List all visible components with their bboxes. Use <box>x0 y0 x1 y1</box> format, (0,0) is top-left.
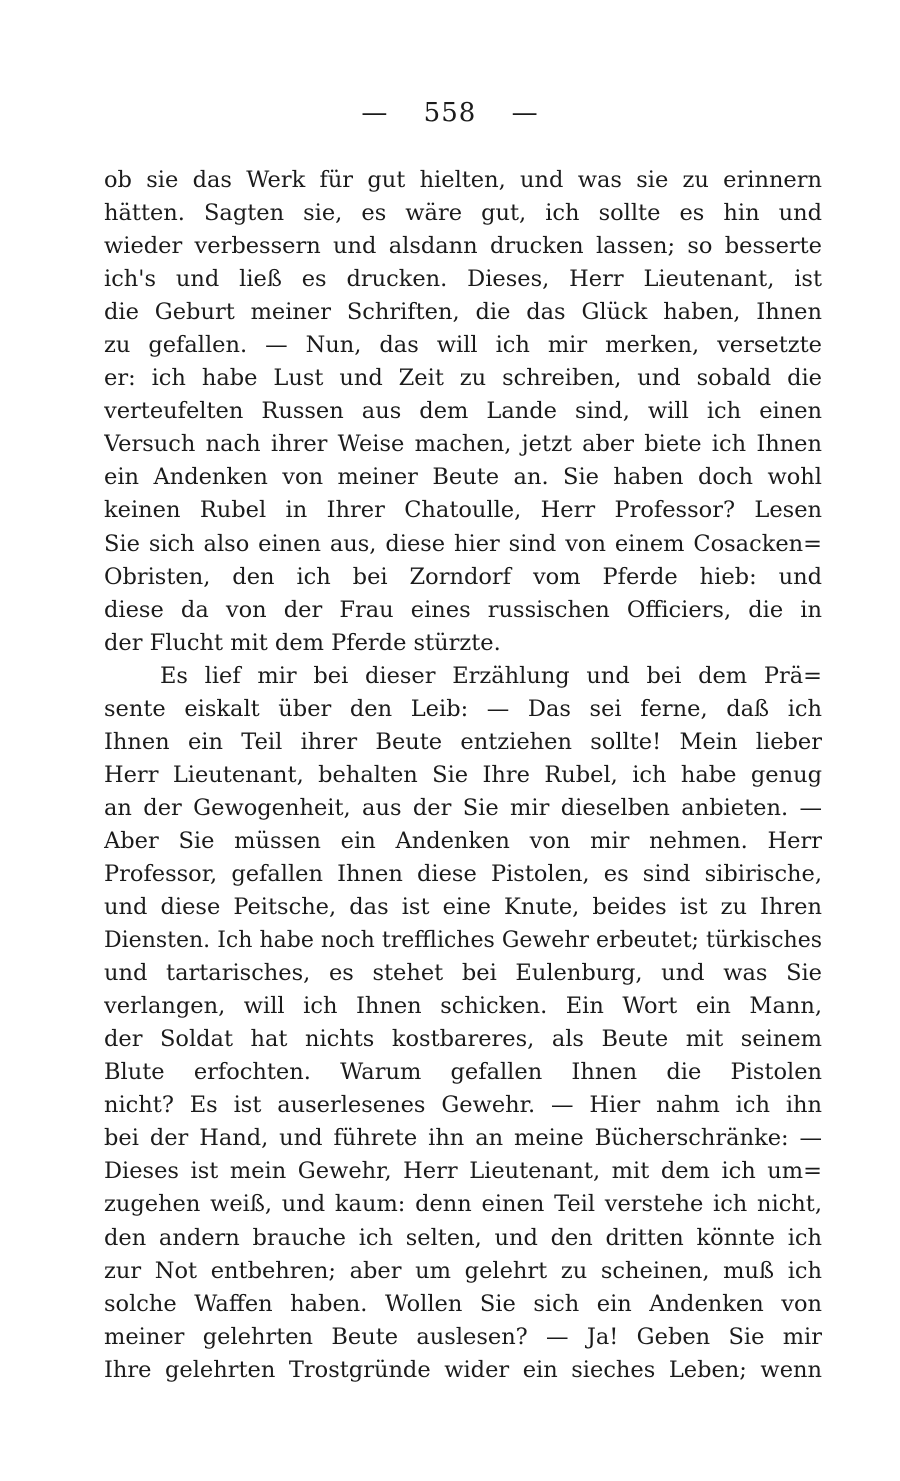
text-line: der Flucht mit dem Pferde stürzte. <box>104 629 501 656</box>
text-line: solche Waffen haben. Wollen Sie sich ein Andenken von <box>104 1290 822 1317</box>
text-line: und diese Peitsche, das ist eine Knute, beides ist zu Ihren <box>104 894 822 921</box>
text-line: Blute erfochten. Warum gefallen Ihnen die Pistolen <box>104 1059 822 1086</box>
text-line: keinen Rubel in Ihrer Chatoulle, Herr Professor? Lesen <box>104 497 822 524</box>
text-line: meiner gelehrten Beute auslesen? — Ja! Geben Sie mir <box>104 1323 822 1350</box>
text-line: hätten. Sagten sie, es wäre gut, ich sollte es hin und <box>104 200 822 227</box>
text-line: wieder verbessern und alsdann drucken lassen; so besserte <box>104 233 822 260</box>
text-line: sente eiskalt über den Leib: — Das sei ferne, daß ich <box>104 695 822 722</box>
text-line: zur Not entbehren; aber um gelehrt zu scheinen, muß ich <box>104 1257 822 1284</box>
text-line: Versuch nach ihrer Weise machen, jetzt aber biete ich Ihnen <box>104 431 822 458</box>
text-line: nicht? Es ist auserlesenes Gewehr. — Hier nahm ich ihn <box>104 1092 822 1119</box>
text-line: Ihre gelehrten Trostgründe wider ein sieches Leben; wenn <box>104 1356 822 1383</box>
body-text <box>104 164 822 1387</box>
text-line: der Soldat hat nichts kostbareres, als Beute mit seinem <box>104 1026 822 1053</box>
text-line: ob sie das Werk für gut hielten, und was sie zu erinnern <box>104 167 822 193</box>
text-line: den andern brauche ich selten, und den dritten könnte ich <box>104 1224 822 1251</box>
text-line: zugehen weiß, und kaum: denn einen Teil verstehe ich nicht, <box>104 1191 822 1218</box>
text-line: ein Andenken von meiner Beute an. Sie haben doch wohl <box>104 464 822 491</box>
text-line: Es lief mir bei dieser Erzählung und bei dem Prä= <box>160 662 822 689</box>
text-line: verteufelten Russen aus dem Lande sind, will ich einen <box>104 398 822 425</box>
text-line: er: ich habe Lust und Zeit zu schreiben, und sobald die <box>104 365 822 392</box>
text-line: Obristen, den ich bei Zorndorf vom Pferde hieb: und <box>104 563 822 590</box>
text-line: ich's und ließ es drucken. Dieses, Herr Lieutenant, ist <box>104 266 822 293</box>
text-line: verlangen, will ich Ihnen schicken. Ein Wort ein Mann, <box>104 993 822 1020</box>
text-line: diese da von der Frau eines russischen Officiers, die in <box>104 596 822 623</box>
text-line: an der Gewogenheit, aus der Sie mir dieselben anbieten. — <box>104 794 822 821</box>
text-line: Dieses ist mein Gewehr, Herr Lieutenant, mit dem ich um= <box>104 1158 822 1185</box>
page-number: 558 <box>423 98 477 128</box>
text-line: zu gefallen. — Nun, das will ich mir merken, versetzte <box>104 332 822 359</box>
text-line: die Geburt meiner Schriften, die das Glück haben, Ihnen <box>104 299 822 326</box>
text-line: bei der Hand, und führete ihn an meine Bücherschränke: — <box>104 1125 822 1152</box>
text-line: und tartarisches, es stehet bei Eulenburg, und was Sie <box>104 960 822 987</box>
text-line: Diensten. Ich habe noch treffliches Gewehr erbeutet; türkisches <box>104 928 822 954</box>
text-line: Sie sich also einen aus, diese hier sind von einem Cosacken= <box>104 530 822 557</box>
text-line: Aber Sie müssen ein Andenken von mir nehmen. Herr <box>104 827 822 854</box>
page-header <box>0 96 900 130</box>
header-dash-left: — <box>361 98 389 128</box>
text-line: Professor, gefallen Ihnen diese Pistolen, es sind sibirische, <box>104 860 822 887</box>
header-dash-right: — <box>511 98 539 128</box>
text-line: Herr Lieutenant, behalten Sie Ihre Rubel, ich habe genug <box>104 761 822 788</box>
text-line: Ihnen ein Teil ihrer Beute entziehen sollte! Mein lieber <box>104 728 822 755</box>
